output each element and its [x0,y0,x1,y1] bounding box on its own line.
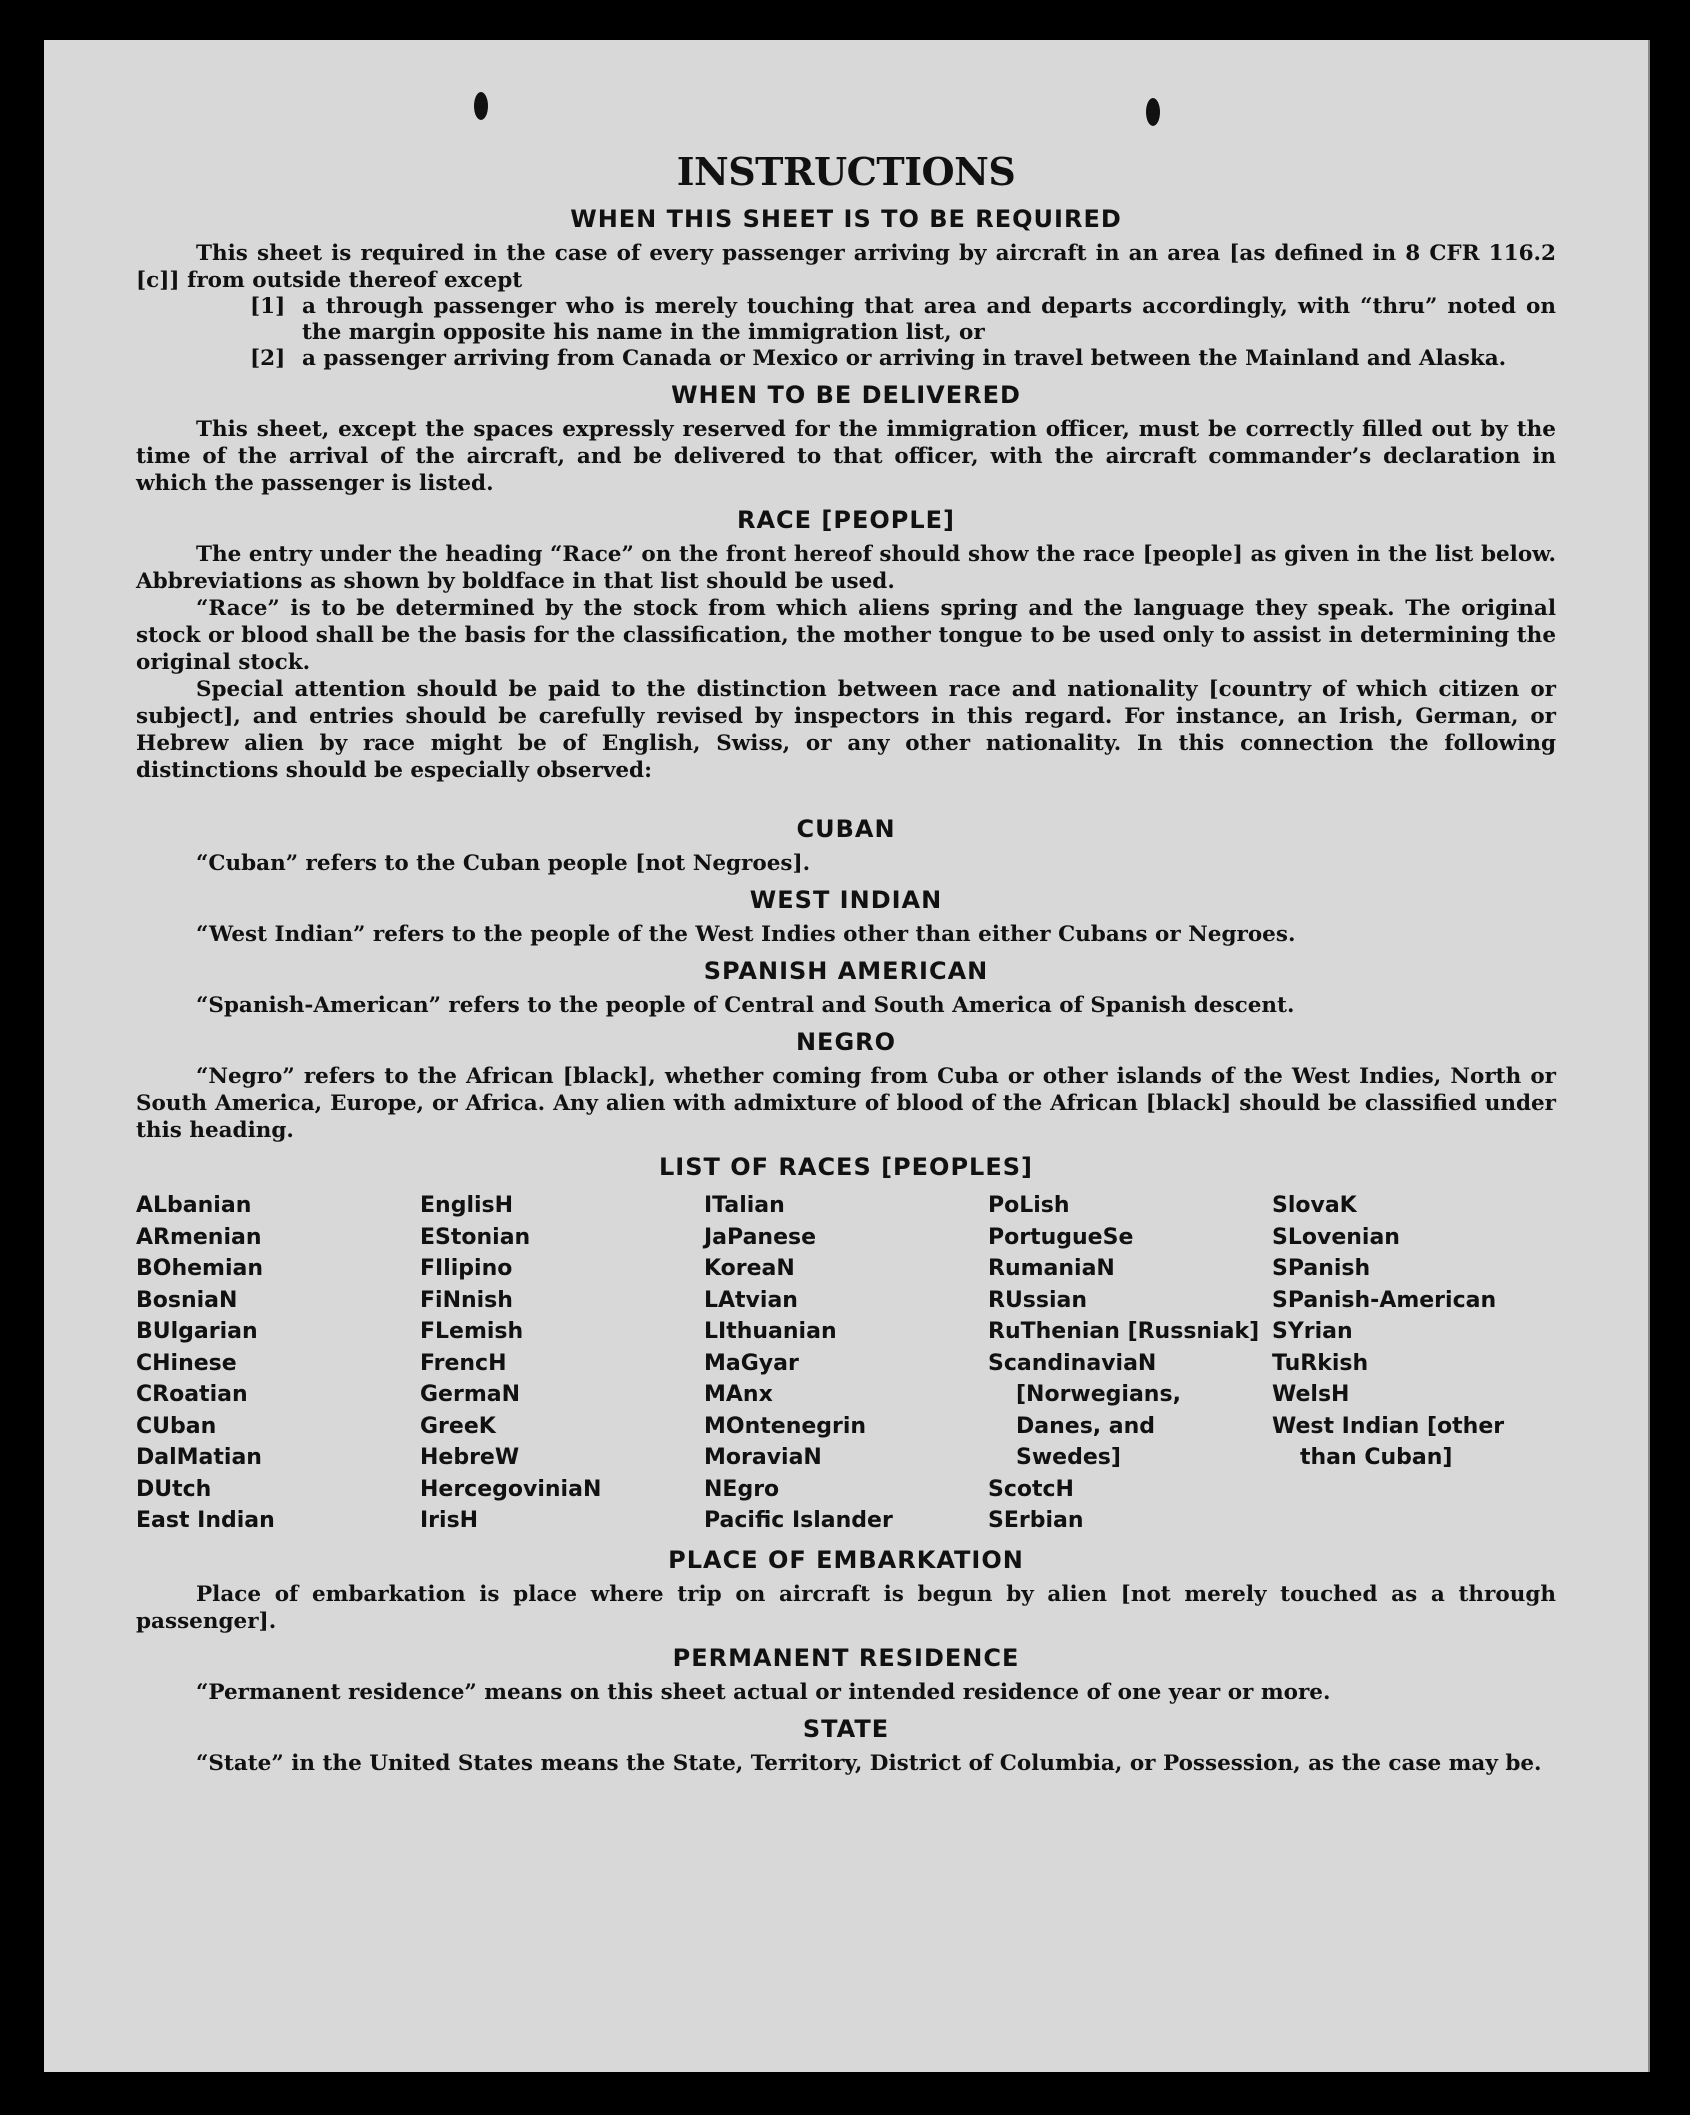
list-item: [1] a through passenger who is merely touching that area and departs accordingly, with “thru” noted on the margin opposite his name in the immigration list, or [250,294,1556,345]
races-column [704,1190,988,1537]
race-entry: RumaniaN [988,1256,1115,1281]
race-entry: CHinese [136,1350,237,1376]
west-indian-text: “West Indian” refers to the people of the West Indies other than either Cubans or Negroes. [196,922,1296,947]
list-item: [2] a passenger arriving from Canada or Mexico or arriving in travel between the Mainland and Alaska. [250,346,1507,371]
race-entry: ScotcH [988,1476,1074,1502]
race-entry: SErbian [988,1508,1084,1533]
heading-permanent-residence: PERMANENT RESIDENCE [672,1643,1020,1672]
race-entry: KoreaN [704,1256,795,1281]
race-entry: FLemish [420,1319,524,1344]
race-entry: TuRkish [1272,1350,1369,1376]
race-entry: West Indian [other than Cuban] [1272,1413,1505,1470]
cuban-text: “Cuban” refers to the Cuban people [not Negroes]. [196,851,811,876]
race-entry: DUtch [136,1476,212,1502]
race-entry: BosniaN [136,1287,238,1313]
when-delivered-text: This sheet, except the spaces expressly reserved for the immigration officer, must be correctly filled out by the time of the arrival of the aircraft, and be delivered to that officer, with the aircraft commander’s declaration in which the passenger is listed. [136,417,1556,496]
race-entry: ALbanian [136,1193,252,1218]
heading-race: RACE [PEOPLE] [736,506,956,534]
race-entry: LAtvian [704,1287,798,1313]
race-entry: HercegoviniaN [420,1476,602,1502]
race-entry: RuThenian [Russniak] [988,1319,1260,1344]
races-column [1272,1190,1556,1537]
race-entry: MoraviaN [704,1445,822,1470]
heading-negro: NEGRO [795,1028,897,1056]
race-entry: SYrian [1272,1319,1353,1344]
race-entry: IrisH [420,1508,479,1533]
heading-when-delivered: WHEN TO BE DELIVERED [671,381,1021,409]
race-entry: PortugueSe [988,1224,1134,1250]
page-title: INSTRUCTIONS [676,149,1016,194]
races-column [988,1190,1272,1537]
races-table [136,1190,1556,1537]
race-entry: ITalian [704,1193,785,1218]
spanish-american-text: “Spanish-American” refers to the people of Central and South America of Spanish descent. [196,993,1295,1018]
race-entry: FIlipino [420,1256,513,1281]
heading-state: STATE [802,1714,890,1743]
heading-list-of-races: LIST OF RACES [PEOPLES] [659,1153,1033,1181]
race-entry: CUban [136,1413,217,1439]
negro-text: “Negro” refers to the African [black], whether coming from Cuba or other islands of the West Indies, North or South America, Europe, or Africa. Any alien with admixture of blood of the African [black] should be classified under this heading. [136,1064,1556,1143]
race-entry: MaGyar [704,1350,799,1376]
punch-hole-right [1146,98,1160,126]
race-entry: EStonian [420,1224,531,1250]
race-entry: GreeK [420,1413,496,1439]
race-entry: ARmenian [136,1224,262,1250]
permanent-residence-text: “Permanent residence” means on this sheet actual or intended residence of one year or more. [196,1679,1331,1705]
document-page [44,40,1650,2072]
race-entry: SlovaK [1272,1193,1357,1218]
race-entry: SLovenian [1272,1224,1400,1250]
state-text: “State” in the United States means the State, Territory, District of Columbia, or Possession, as the case may be. [196,1750,1542,1776]
race-entry: East Indian [136,1508,275,1533]
punch-hole-left [474,92,488,120]
race-entry: PoLish [988,1193,1070,1218]
race-paragraph: The entry under the heading “Race” on the front hereof should show the race [people] as given in the list below. Abbreviations as shown by boldface in that list should be used. [136,542,1556,594]
race-entry: MOntenegrin [704,1413,867,1439]
heading-west-indian: WEST INDIAN [749,886,943,914]
when-required-intro: This sheet is required in the case of every passenger arriving by aircraft in an area [as defined in 8 CFR 116.2 [c]] from outside thereof except [136,241,1556,293]
instructions-content [136,148,1556,1777]
race-paragraph: “Race” is to be determined by the stock from which aliens spring and the language they speak. The original stock or blood shall be the basis for the classification, the mother tongue to be used only to assist in determining the original stock. [136,596,1556,675]
exception-list [250,294,1556,372]
race-entry: EnglisH [420,1193,514,1218]
race-entry: WelsH [1272,1382,1350,1407]
race-entry: LIthuanian [704,1319,837,1344]
race-entry: FiNnish [420,1287,513,1313]
race-entry: BOhemian [136,1256,264,1281]
heading-when-required: WHEN THIS SHEET IS TO BE REQUIRED [570,205,1122,233]
race-entry: RUssian [988,1287,1088,1313]
race-entry: SPanish-American [1272,1287,1497,1313]
heading-place-of-embarkation: PLACE OF EMBARKATION [668,1545,1024,1574]
race-entry: CRoatian [136,1382,248,1407]
race-entry: FrencH [420,1350,507,1376]
race-entry: HebreW [420,1445,520,1470]
races-column [136,1190,420,1537]
race-entry: Pacific Islander [704,1508,893,1533]
races-column [420,1190,704,1537]
race-entry: JaPanese [704,1224,817,1250]
place-of-embarkation-text: Place of embarkation is place where trip on aircraft is begun by alien [not merely touched as a through passenger]. [136,1581,1556,1634]
heading-cuban: CUBAN [796,815,896,843]
race-entry: SPanish [1272,1256,1371,1281]
race-entry: BUlgarian [136,1319,258,1344]
race-entry: NEgro [704,1476,780,1502]
race-entry: GermaN [420,1382,521,1407]
heading-spanish-american: SPANISH AMERICAN [703,957,989,985]
race-paragraph: Special attention should be paid to the distinction between race and nationality [country of which citizen or subject], and entries should be carefully revised by inspectors in this regard. For instance, an Irish, German, or Hebrew alien by race might be of English, Swiss, or any other nationality. In this connection the following distinctions should be especially observed: [136,677,1556,783]
race-entry: DalMatian [136,1445,262,1470]
race-entry: MAnx [704,1382,773,1407]
race-entry: ScandinaviaN [Norwegians, Danes, and Swedes] [988,1350,1181,1470]
